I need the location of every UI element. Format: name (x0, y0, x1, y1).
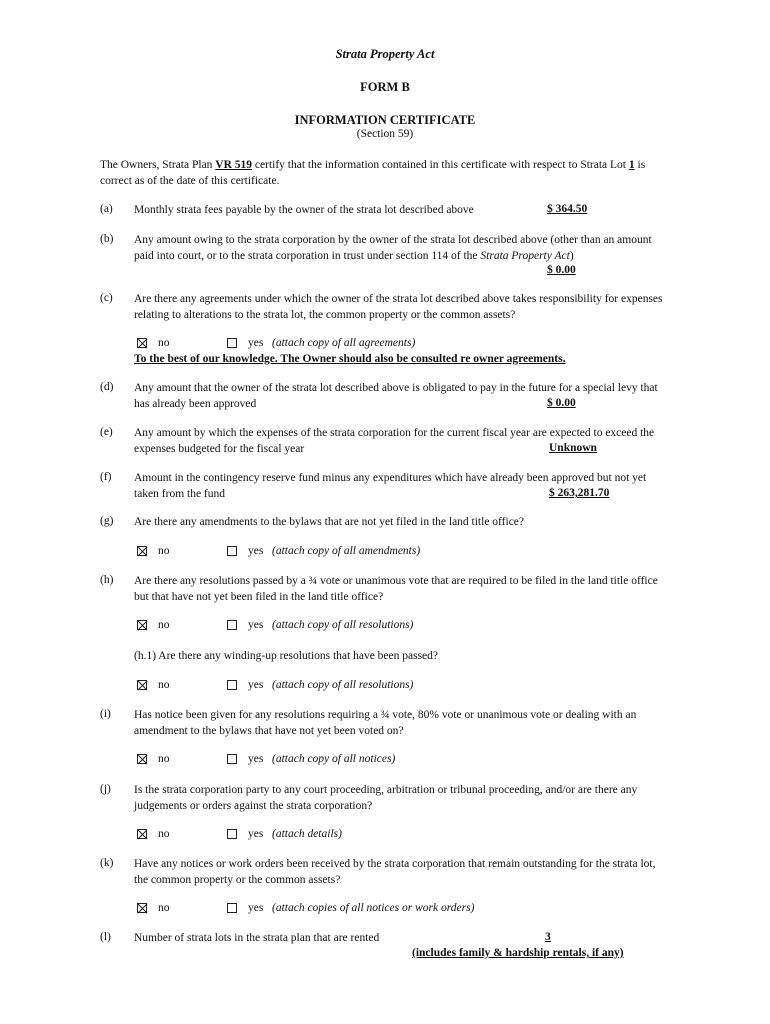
no-checkbox[interactable] (137, 680, 147, 690)
budget-overrun-amount: Unknown (549, 442, 597, 454)
item-label: (l) (100, 931, 111, 943)
item-text: Monthly strata fees payable by the owner of the strata lot described above (134, 204, 474, 216)
section-reference: (Section 59) (356, 128, 414, 140)
yes-label: yes (248, 545, 264, 557)
item-label: (g) (100, 515, 114, 527)
attach-note: (attach copy of all resolutions) (272, 679, 414, 691)
no-label: no (158, 545, 170, 557)
yes-checkbox[interactable] (227, 680, 237, 690)
yes-label: yes (248, 337, 264, 349)
answer-options (134, 679, 654, 695)
intro-paragraph (100, 157, 670, 189)
special-levy-amount: $ 0.00 (547, 397, 576, 409)
attach-note: (attach details) (272, 828, 342, 840)
item-text: Any amount that the owner of the strata lot described above is obligated to pay in the future for a special levy that has already been approved (134, 382, 658, 410)
no-label: no (158, 679, 170, 691)
answer-options (134, 828, 654, 844)
item-label: (k) (100, 857, 114, 869)
owner-agreements-note: To the best of our knowledge. The Owner should also be consulted re owner agreements. (134, 353, 566, 365)
item-text: (h.1) Are there any winding-up resolutions that have been passed? (134, 650, 439, 662)
answer-options (134, 545, 654, 561)
item-label: (c) (100, 292, 113, 304)
yes-label: yes (248, 828, 264, 840)
attach-note: (attach copies of all notices or work orders) (272, 902, 475, 914)
no-checkbox[interactable] (137, 829, 147, 839)
yes-checkbox[interactable] (227, 338, 237, 348)
yes-label: yes (248, 679, 264, 691)
item-text: Has notice been given for any resolutions requiring a ¾ vote, 80% vote or unanimous vote or dealing with an amendment to the bylaws that have not yet been voted on? (134, 709, 637, 737)
item-text: Are there any amendments to the bylaws that are not yet filed in the land title office? (134, 516, 525, 528)
item-text: Any amount by which the expenses of the strata corporation for the current fiscal year are expected to exceed the expenses budgeted for the fiscal year (134, 427, 655, 455)
no-checkbox[interactable] (137, 338, 147, 348)
yes-checkbox[interactable] (227, 754, 237, 764)
yes-label: yes (248, 902, 264, 914)
item-label: (b) (100, 233, 114, 245)
rentals-note: (includes family & hardship rentals, if any) (412, 947, 624, 959)
no-label: no (158, 828, 170, 840)
no-checkbox[interactable] (137, 546, 147, 556)
item-text: Number of strata lots in the strata plan that are rented (134, 932, 380, 944)
item-label: (a) (100, 203, 113, 215)
yes-checkbox[interactable] (227, 903, 237, 913)
item-text: Are there any agreements under which the owner of the strata lot described above takes responsibility for expenses relating to alterations to the strata lot, the common property or the common assets? (134, 293, 663, 321)
answer-options (134, 753, 654, 769)
act-name: Strata Property Act (480, 249, 570, 262)
answer-options (134, 619, 654, 635)
monthly-fees-amount: $ 364.50 (547, 203, 588, 215)
form-title: FORM B (360, 80, 410, 94)
strata-lot-number: 1 (628, 159, 635, 171)
item-label: (h) (100, 574, 114, 586)
attach-note: (attach copy of all resolutions) (272, 619, 414, 631)
item-label: (e) (100, 426, 113, 438)
yes-checkbox[interactable] (227, 829, 237, 839)
no-label: no (158, 753, 170, 765)
yes-checkbox[interactable] (227, 546, 237, 556)
item-label: (i) (100, 708, 111, 720)
item-text: Is the strata corporation party to any court proceeding, arbitration or tribunal proceeding, and/or are there any judgements or orders against the strata corporation? (134, 784, 638, 812)
item-label: (d) (100, 381, 114, 393)
attach-note: (attach copy of all amendments) (272, 545, 421, 557)
no-label: no (158, 902, 170, 914)
no-label: no (158, 619, 170, 631)
yes-label: yes (248, 753, 264, 765)
contingency-reserve-amount: $ 263,281.70 (549, 487, 610, 499)
yes-checkbox[interactable] (227, 620, 237, 630)
certificate-title: INFORMATION CERTIFICATE (294, 113, 476, 127)
item-label: (j) (100, 783, 111, 795)
no-checkbox[interactable] (137, 754, 147, 764)
rented-lots-count: 3 (545, 931, 551, 943)
item-label: (f) (100, 471, 112, 483)
item-text: Amount in the contingency reserve fund minus any expenditures which have already been approved but not yet taken from the fund (134, 472, 647, 500)
strata-plan-number: VR 519 (215, 159, 253, 171)
act-title: Strata Property Act (335, 47, 435, 61)
item-text-pre: Any amount owing to the strata corporation by the owner of the strata lot described above (other than an amount paid into court, or to the strata corporation in trust under section 114 of the (134, 234, 652, 262)
yes-label: yes (248, 619, 264, 631)
item-text: Have any notices or work orders been received by the strata corporation that remain outstanding for the strata lot, the common property or the common assets? (134, 858, 656, 886)
item-text-post: ) (569, 249, 574, 262)
no-label: no (158, 337, 170, 349)
no-checkbox[interactable] (137, 903, 147, 913)
answer-options (134, 902, 654, 918)
intro-text-3: is correct as of the date of this certificate. (100, 159, 646, 187)
no-checkbox[interactable] (137, 620, 147, 630)
amount-owing: $ 0.00 (547, 264, 576, 276)
item-text (134, 233, 669, 264)
intro-text-2: certify that the information contained in this certificate with respect to Strata Lot (252, 159, 629, 171)
attach-note: (attach copy of all agreements) (272, 337, 416, 349)
item-text: Are there any resolutions passed by a ¾ vote or unanimous vote that are required to be filed in the land title office but that have not yet been filed in the land title office? (134, 575, 658, 603)
intro-text-1: The Owners, Strata Plan (100, 159, 216, 171)
attach-note: (attach copy of all notices) (272, 753, 396, 765)
answer-options (134, 337, 654, 353)
